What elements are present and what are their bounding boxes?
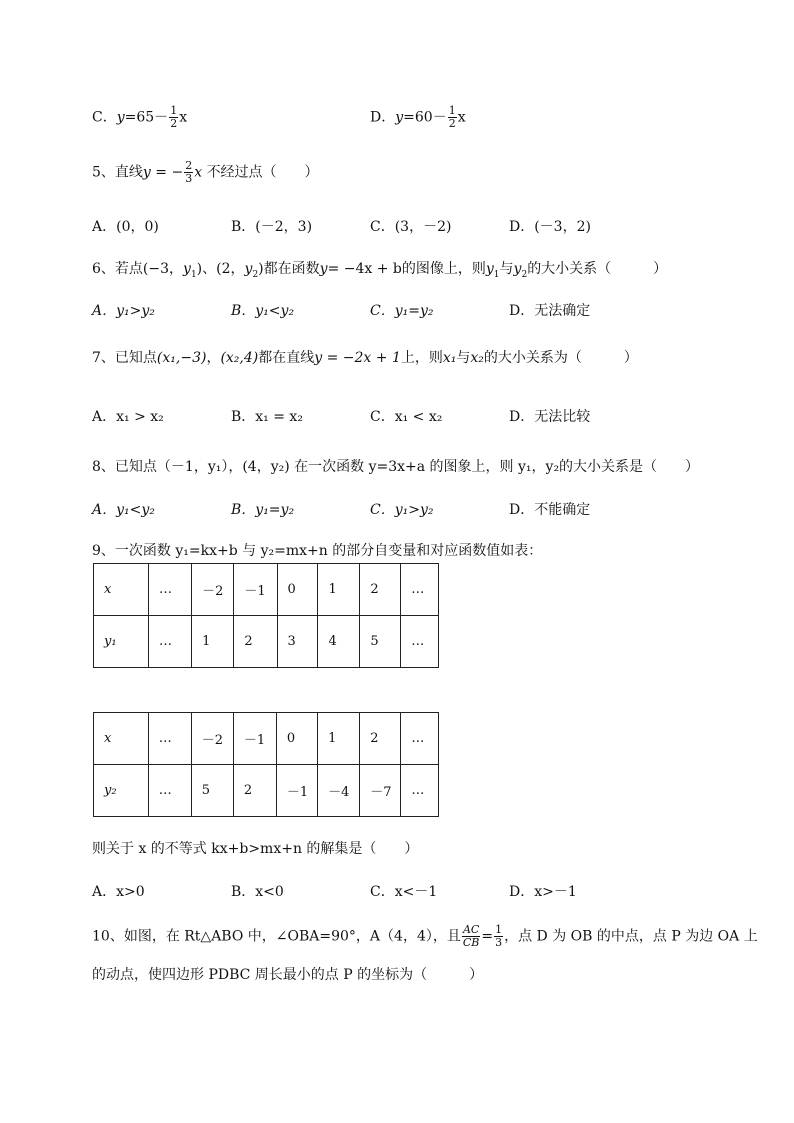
table-row xyxy=(94,713,439,765)
fraction: $\frac{1}{2}$ xyxy=(448,104,456,130)
table-cell: 5 xyxy=(191,765,233,817)
fraction: $\frac{AC}{CB}$ xyxy=(462,923,480,949)
q9-table-2 xyxy=(93,712,439,817)
table-cell: 1 xyxy=(318,713,360,765)
q8-option-c[interactable]: C．y₁>y₂ xyxy=(370,502,434,518)
table-cell: … xyxy=(148,765,191,817)
q5-option-a[interactable]: A．(0，0) xyxy=(92,219,159,235)
q7-option-c[interactable]: C．x₁ < x₂ xyxy=(370,409,443,425)
q9-question: 则关于 x 的不等式 kx+b>mx+n 的解集是（ ） xyxy=(92,841,419,857)
table-cell: 2 xyxy=(233,765,276,817)
table-cell: … xyxy=(148,616,191,668)
table-cell: … xyxy=(148,564,191,616)
q9-table-1 xyxy=(93,563,439,668)
q7-stem: 7、已知点(x₁,−3)，(x₂,4)都在直线y = −2x + 1上，则x₁与x₂的大小关系为（ ） xyxy=(92,350,638,366)
table-row xyxy=(94,616,439,668)
q8-option-a[interactable]: A．y₁<y₂ xyxy=(92,502,155,518)
q9-stem: 9、一次函数 y₁=kx+b 与 y₂=mx+n 的部分自变量和对应函数值如表： xyxy=(92,543,543,559)
table-cell: 0 xyxy=(277,564,318,616)
q7-option-b[interactable]: B．x₁ = x₂ xyxy=(231,409,303,425)
q5-option-c[interactable]: C．(3，－2) xyxy=(370,219,452,235)
table-cell: … xyxy=(401,713,439,765)
q6-option-d[interactable]: D．无法确定 xyxy=(509,303,591,319)
table-cell: 0 xyxy=(276,713,317,765)
q4-option-d[interactable]: D．y=60－ $\frac{1}{2}$ x xyxy=(370,104,466,130)
table-cell: 1 xyxy=(192,616,234,668)
table-row xyxy=(94,564,439,616)
q7-option-d[interactable]: D．无法比较 xyxy=(509,409,591,425)
table-cell: 2 xyxy=(360,564,401,616)
table-cell: … xyxy=(401,616,439,668)
q9-option-b[interactable]: B．x<0 xyxy=(231,884,284,900)
table-cell: 2 xyxy=(234,616,277,668)
table-cell: －1 xyxy=(234,564,277,616)
fraction: $\frac{2}{3}$ xyxy=(185,159,193,185)
table-row xyxy=(94,765,439,817)
q8-option-b[interactable]: B．y₁=y₂ xyxy=(231,502,295,518)
table-cell: … xyxy=(401,765,439,817)
table-cell: … xyxy=(148,713,191,765)
q5-option-d[interactable]: D．(－3，2) xyxy=(509,219,591,235)
q9-option-a[interactable]: A．x>0 xyxy=(92,884,145,900)
fraction: $\frac{1}{2}$ xyxy=(170,104,178,130)
q8-option-d[interactable]: D．不能确定 xyxy=(509,502,591,518)
q4-option-c[interactable]: C．y=65－ $\frac{1}{2}$ x xyxy=(92,104,188,130)
q5-option-b[interactable]: B．(－2，3) xyxy=(231,219,313,235)
table-cell: －1 xyxy=(233,713,276,765)
q9-option-d[interactable]: D．x>－1 xyxy=(509,884,577,900)
table-cell: 1 xyxy=(318,564,360,616)
q6-option-a[interactable]: A．y₁>y₂ xyxy=(92,303,155,319)
table-cell: … xyxy=(401,564,439,616)
table-cell: y₂ xyxy=(94,765,149,817)
table-cell: －2 xyxy=(191,713,233,765)
table-cell: 4 xyxy=(318,616,360,668)
q10-stem-line1: 10、如图，在 Rt△ABO 中，∠OBA=90°，A（4，4），且 $\frac{AC}{CB}$ = $\frac{1}{3}$ ，点 D 为 OB 的中点，点 P 为边 OA 上 xyxy=(92,923,758,949)
table-cell: －7 xyxy=(360,765,401,817)
q8-stem: 8、已知点（－1，y₁），(4，y₂) 在一次函数 y=3x+a 的图象上，则 y₁，y₂的大小关系是（ ） xyxy=(92,459,700,475)
q6-stem: 6、若点(−3，$y_1$)、(2，$y_2$)都在函数y= −4x + b的图像上，则$y_1$与$y_2$的大小关系（ ） xyxy=(92,261,668,280)
table-cell: x xyxy=(94,564,149,616)
table-cell: 3 xyxy=(277,616,318,668)
fraction: $\frac{1}{3}$ xyxy=(495,923,503,949)
q9-option-c[interactable]: C．x<－1 xyxy=(370,884,438,900)
table-cell: －2 xyxy=(192,564,234,616)
table-cell: x xyxy=(94,713,149,765)
table-cell: 2 xyxy=(360,713,401,765)
table-cell: －1 xyxy=(276,765,317,817)
table-cell: －4 xyxy=(318,765,360,817)
q10-stem-line2: 的动点，使四边形 PDBC 周长最小的点 P 的坐标为（ ） xyxy=(92,967,484,983)
q5-stem: 5、直线y = − $\frac{2}{3}$ x 不经过点（ ） xyxy=(92,159,319,185)
q7-option-a[interactable]: A．x₁ > x₂ xyxy=(92,409,164,425)
q6-option-c[interactable]: C．y₁=y₂ xyxy=(370,303,434,319)
table-cell: y₁ xyxy=(94,616,149,668)
table-cell: 5 xyxy=(360,616,401,668)
q6-option-b[interactable]: B．y₁<y₂ xyxy=(231,303,295,319)
